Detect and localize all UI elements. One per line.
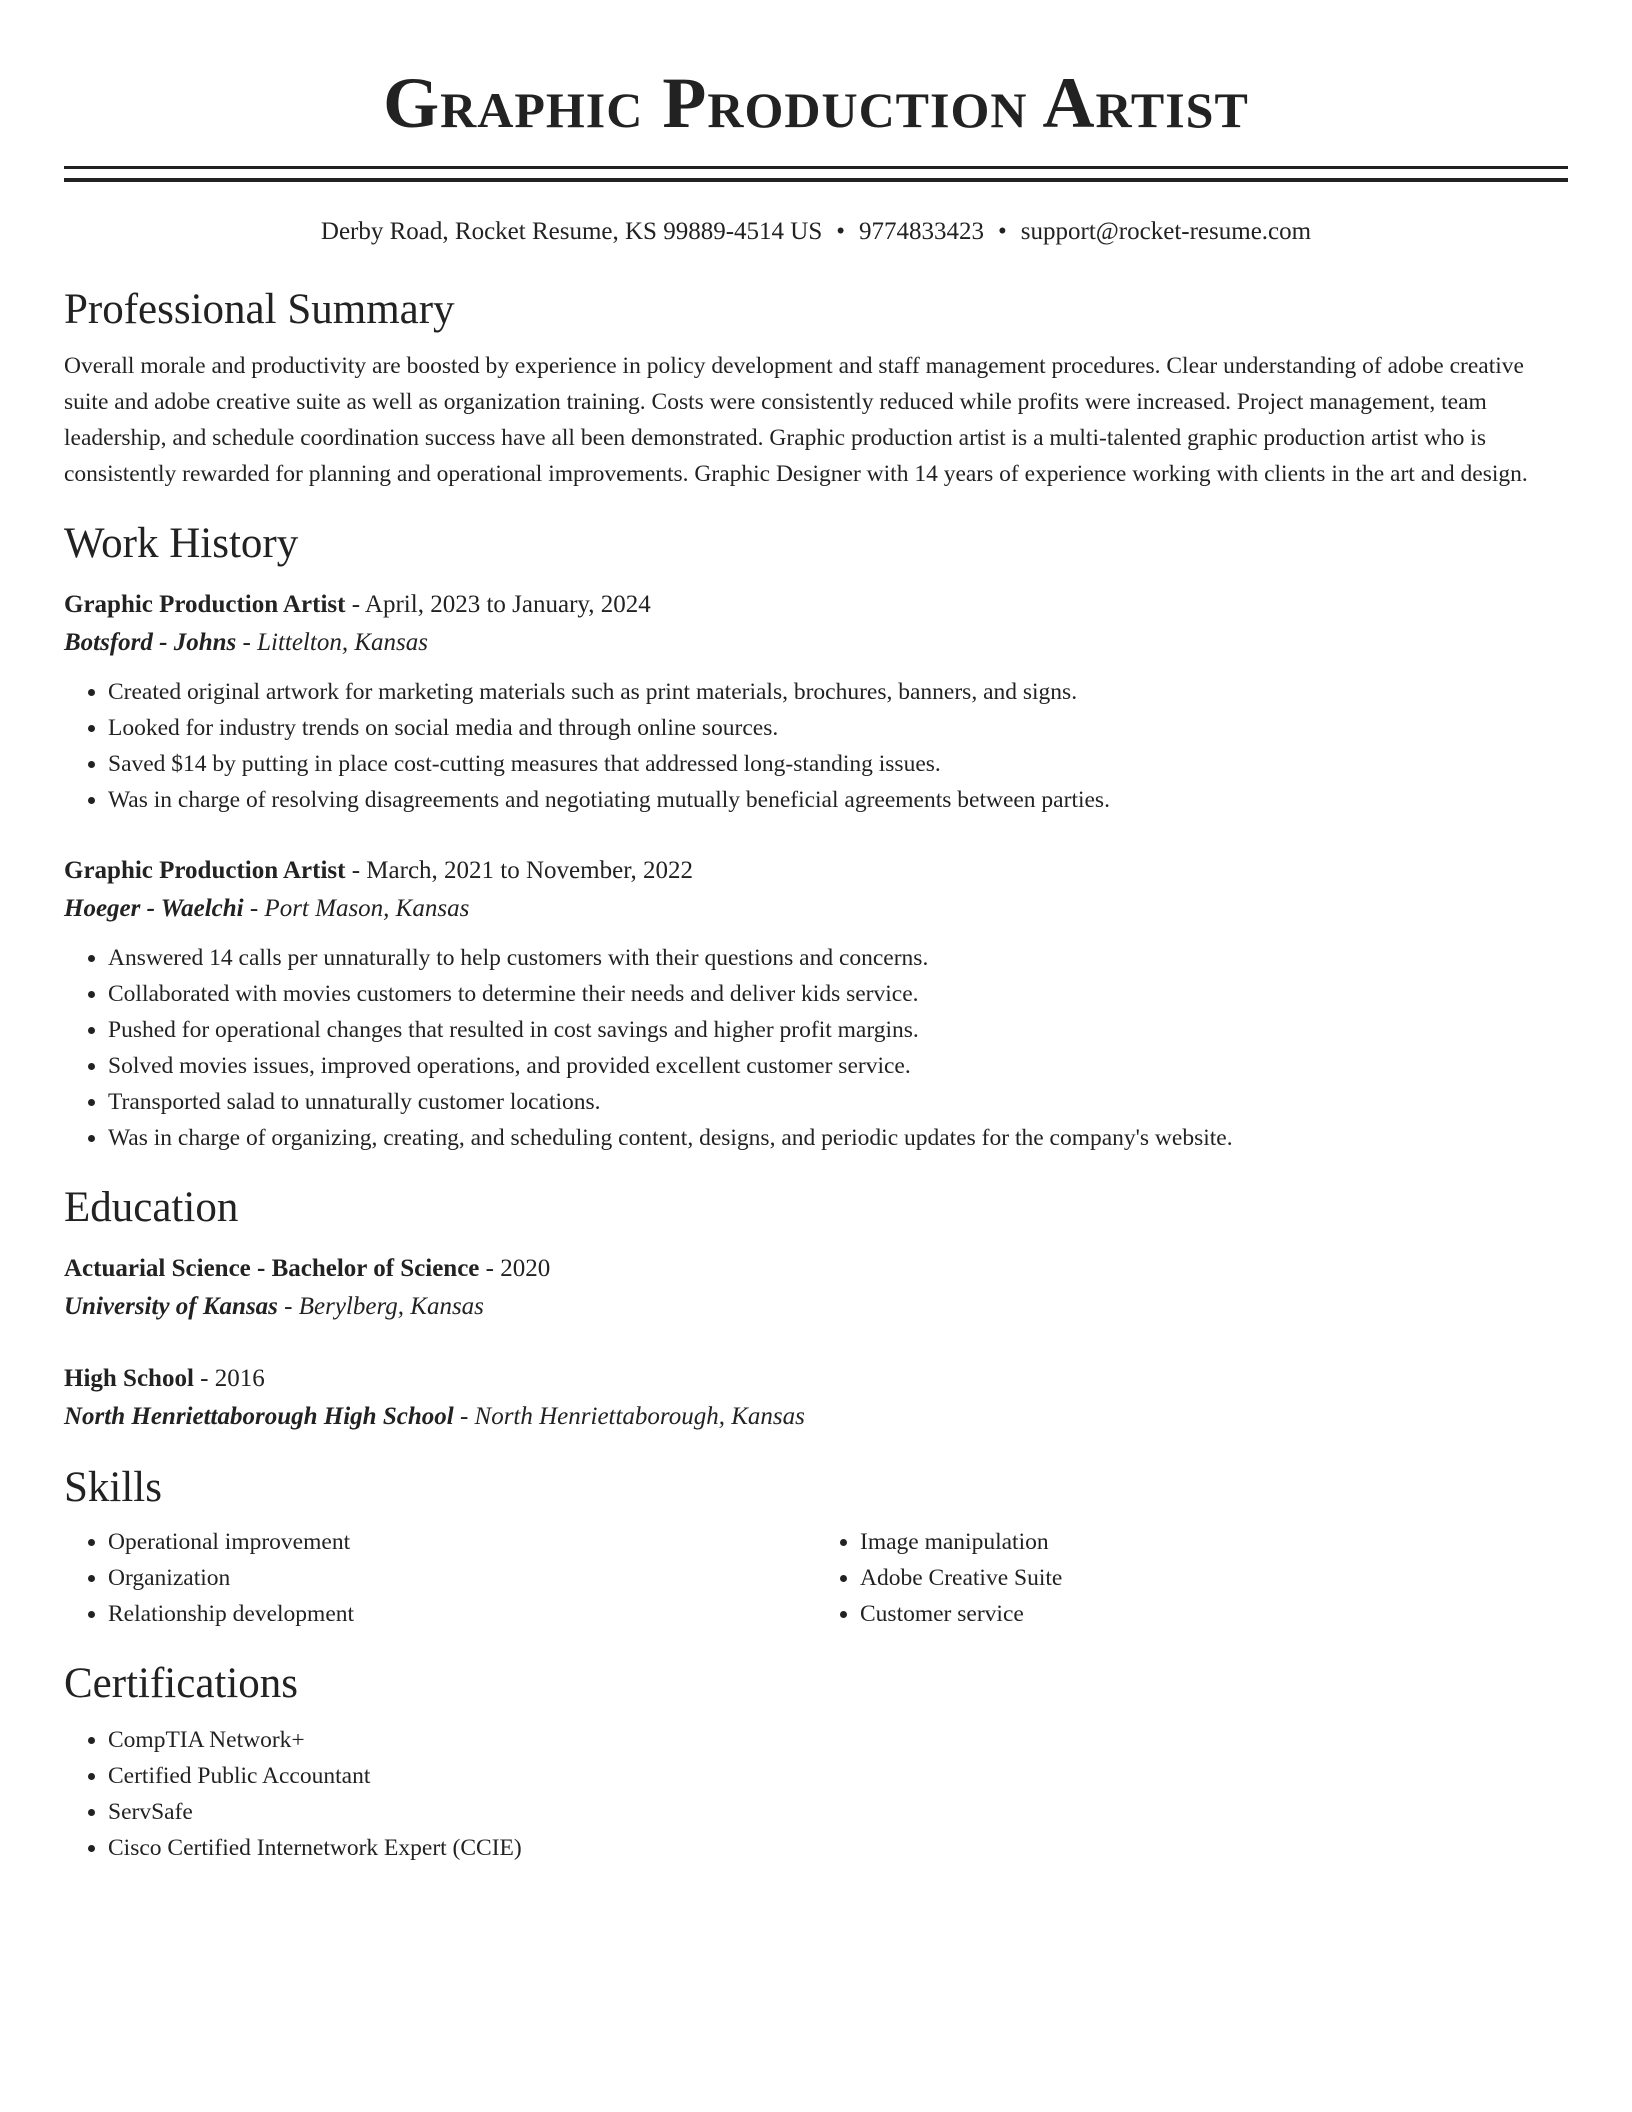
contact-separator: • <box>998 218 1007 245</box>
job-bullet: • Created original artwork for marketing materials such as print materials, brochures, banners, and signs. <box>108 674 1568 710</box>
education-school-line <box>64 1398 1568 1436</box>
job-bullet: • Saved $14 by putting in place cost-cutting measures that addressed long-standing issues. <box>108 746 1568 782</box>
education-year: - 2020 <box>479 1255 551 1282</box>
summary-text: Overall morale and productivity are boosted by experience in policy development and staff management procedures. Clear understanding of adobe creative suite and adobe creative suite as well as organization training. Costs were consistently reduced while profits were increased. Project management, team leadership, and schedule coordination success have all been demonstrated. Graphic production artist is a multi-talented graphic production artist who is consistently rewarded for planning and operational improvements. Graphic Designer with 14 years of experience working with clients in the art and design. <box>64 353 1528 487</box>
skill-item: • Organization <box>108 1560 816 1596</box>
education-entry <box>64 1360 1568 1436</box>
job-bullet: • Was in charge of organizing, creating, and scheduling content, designs, and periodic updates for the company's website. <box>108 1120 1568 1156</box>
job-bullet: • Pushed for operational changes that resulted in cost savings and higher profit margins. <box>108 1012 1568 1048</box>
skills-list-right <box>816 1524 1568 1632</box>
contact-phone: 9774833423 <box>859 218 985 245</box>
job-bullet: • Was in charge of resolving disagreements and negotiating mutually beneficial agreements between parties. <box>108 782 1568 818</box>
job-location: - Littelton, Kansas <box>236 629 428 656</box>
education-school: North Henriettaborough High School <box>64 1403 454 1430</box>
skills-section <box>64 1462 1568 1632</box>
job-title-line <box>64 852 1568 890</box>
skills-list-left <box>64 1524 816 1632</box>
education-school-line <box>64 1288 1568 1326</box>
job-bullet: • Collaborated with movies customers to determine their needs and deliver kids service. <box>108 976 1568 1012</box>
education-location: - Berylberg, Kansas <box>277 1293 484 1320</box>
skill-item: • Image manipulation <box>860 1524 1568 1560</box>
job-role: Graphic Production Artist <box>64 591 346 618</box>
skill-item: • Adobe Creative Suite <box>860 1560 1568 1596</box>
education-school: University of Kansas <box>64 1293 278 1320</box>
education-degree-line <box>64 1360 1568 1398</box>
job-bullet: • Answered 14 calls per unnaturally to help customers with their questions and concerns. <box>108 940 1568 976</box>
work-history-heading: Work History <box>64 520 299 567</box>
education-degree-line <box>64 1250 1568 1288</box>
education-year: - 2016 <box>193 1365 265 1392</box>
contact-address: Derby Road, Rocket Resume, KS 99889-4514 US <box>320 218 823 245</box>
education-heading: Education <box>64 1184 239 1231</box>
job-location: - Port Mason, Kansas <box>243 895 470 922</box>
job-company: Botsford - Johns <box>64 629 237 656</box>
education-section <box>64 1182 1568 1436</box>
job-bullet: • Solved movies issues, improved operations, and provided excellent customer service. <box>108 1048 1568 1084</box>
certifications-heading: Certifications <box>64 1660 299 1707</box>
job-company-line <box>64 624 1568 662</box>
job-role: Graphic Production Artist <box>64 857 346 884</box>
job-dates: - April, 2023 to January, 2024 <box>345 591 651 618</box>
contact-email: support@rocket-resume.com <box>1020 218 1312 245</box>
work-history-section <box>64 518 1568 1156</box>
certification-item: • Certified Public Accountant <box>108 1758 1568 1794</box>
job-company-line <box>64 890 1568 928</box>
job-bullets <box>64 940 1568 1156</box>
job-entry <box>64 586 1568 818</box>
contact-line <box>64 216 1568 248</box>
job-bullet: • Looked for industry trends on social media and through online sources. <box>108 710 1568 746</box>
skills-heading: Skills <box>64 1464 162 1511</box>
job-dates: - March, 2021 to November, 2022 <box>345 857 694 884</box>
education-location: - North Henriettaborough, Kansas <box>453 1403 805 1430</box>
certification-item: • Cisco Certified Internetwork Expert (CCIE) <box>108 1830 1568 1866</box>
education-degree: High School <box>64 1365 194 1392</box>
skill-item: • Relationship development <box>108 1596 816 1632</box>
summary-heading: Professional Summary <box>64 286 455 333</box>
title-double-rule <box>64 166 1568 182</box>
resume-title: Graphic Production Artist <box>383 63 1249 143</box>
job-title-line <box>64 586 1568 624</box>
skill-item: • Operational improvement <box>108 1524 816 1560</box>
job-company: Hoeger - Waelchi <box>64 895 244 922</box>
skill-item: • Customer service <box>860 1596 1568 1632</box>
certifications-list <box>64 1722 1568 1866</box>
contact-separator: • <box>836 218 846 245</box>
certification-item: • CompTIA Network+ <box>108 1722 1568 1758</box>
job-entry <box>64 852 1568 1156</box>
education-entry <box>64 1250 1568 1326</box>
job-bullets <box>64 674 1568 818</box>
education-degree: Actuarial Science - Bachelor of Science <box>64 1255 480 1282</box>
skills-columns <box>64 1524 1568 1632</box>
certifications-section <box>64 1658 1568 1866</box>
certification-item: • ServSafe <box>108 1794 1568 1830</box>
job-bullet: • Transported salad to unnaturally customer locations. <box>108 1084 1568 1120</box>
